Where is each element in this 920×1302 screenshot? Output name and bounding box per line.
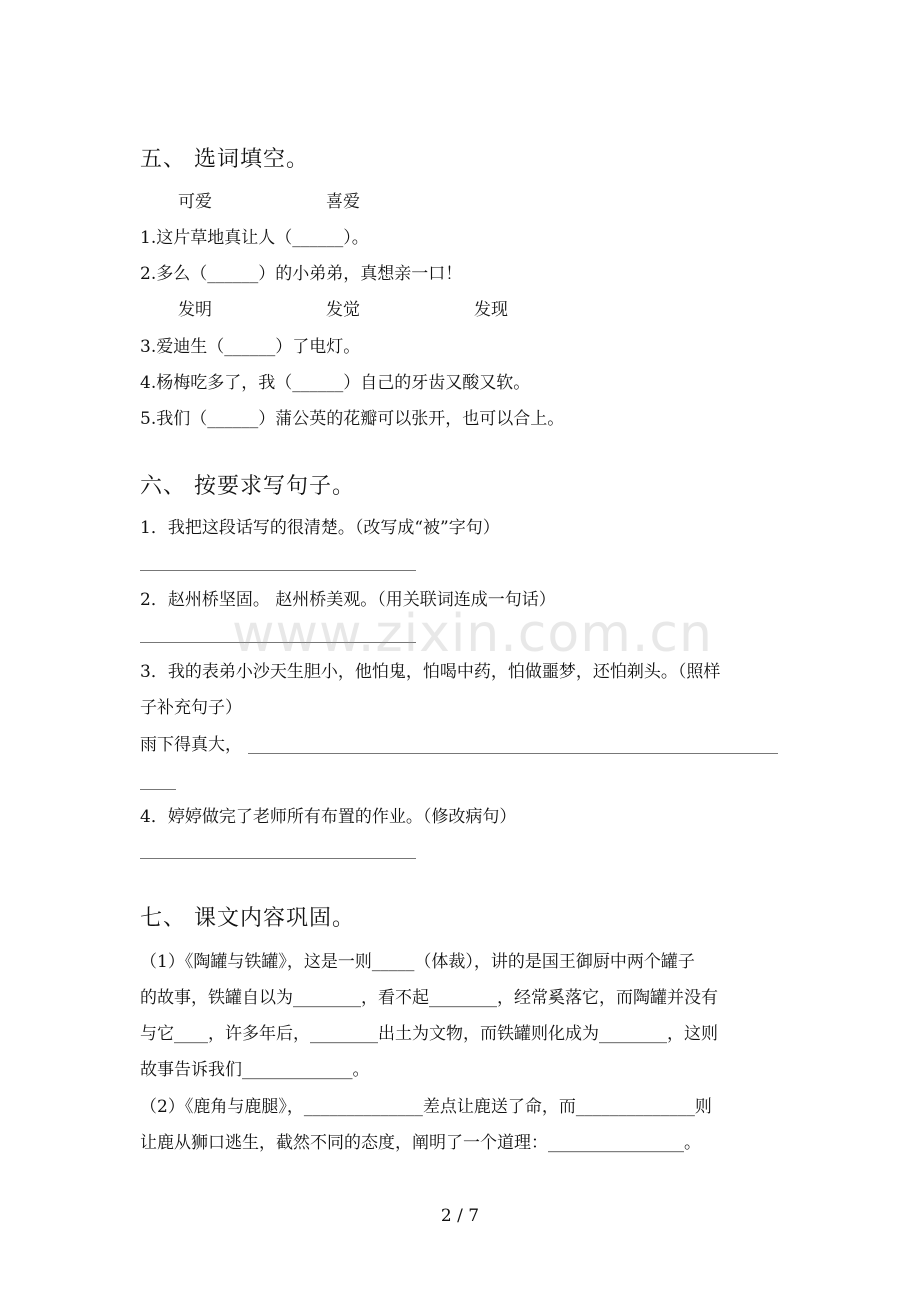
question-line: 1.这片草地真让人（______）。 <box>140 228 369 248</box>
question-line: 4．婷婷做完了老师所有布置的作业。（修改病句） <box>140 807 517 827</box>
paragraph-line: 与它____，许多年后，________出土为文物，而铁罐则化成为________，这则 <box>140 1024 718 1044</box>
watermark: www.zixin.com.cn <box>232 604 713 664</box>
word-option: 喜爱 <box>326 192 360 212</box>
section-5-title: 五、 选词填空。 <box>140 147 309 172</box>
question-line: 2．赵州桥坚固。 赵州桥美观。（用关联词连成一句话） <box>140 590 556 610</box>
question-line: 5.我们（______）蒲公英的花瓣可以张开，也可以合上。 <box>140 409 565 429</box>
word-option: 可爱 <box>178 192 212 212</box>
question-line: 3.爱迪生（______）了电灯。 <box>140 337 361 357</box>
paragraph-line: （1）《陶罐与铁罐》，这是一则_____（体裁），讲的是国王御厨中两个罐子 <box>140 952 695 972</box>
question-line: 3．我的表弟小沙天生胆小，他怕鬼，怕喝中药，怕做噩梦，还怕剃头。（照样 <box>140 662 721 682</box>
question-line: 雨下得真大， <box>140 735 242 755</box>
answer-line <box>140 789 176 790</box>
answer-line <box>140 570 416 571</box>
answer-line <box>248 753 778 754</box>
question-line: 4.杨梅吃多了，我（______）自己的牙齿又酸又软。 <box>140 373 531 393</box>
paragraph-line: 的故事，铁罐自以为________，看不起________，经常奚落它，而陶罐并没有 <box>140 988 718 1008</box>
paragraph-line: 让鹿从狮口逃生，截然不同的态度，阐明了一个道理：________________。 <box>140 1133 701 1153</box>
answer-line <box>140 858 416 859</box>
word-option: 发现 <box>474 300 508 320</box>
word-option: 发觉 <box>326 300 360 320</box>
paragraph-line: 故事告诉我们_____________。 <box>140 1060 370 1080</box>
word-option: 发明 <box>178 300 212 320</box>
section-7-title: 七、 课文内容巩固。 <box>140 906 355 931</box>
question-line: 2.多么（______）的小弟弟，真想亲一口！ <box>140 264 463 284</box>
page-number: 2 / 7 <box>440 1206 480 1226</box>
question-line: 子补充句子） <box>140 698 242 718</box>
section-6-title: 六、 按要求写句子。 <box>140 474 355 499</box>
paragraph-line: （2）《鹿角与鹿腿》，______________差点让鹿送了命，而______________则 <box>140 1097 712 1117</box>
question-line: 1．我把这段话写的很清楚。（改写成“被”字句） <box>140 518 500 538</box>
